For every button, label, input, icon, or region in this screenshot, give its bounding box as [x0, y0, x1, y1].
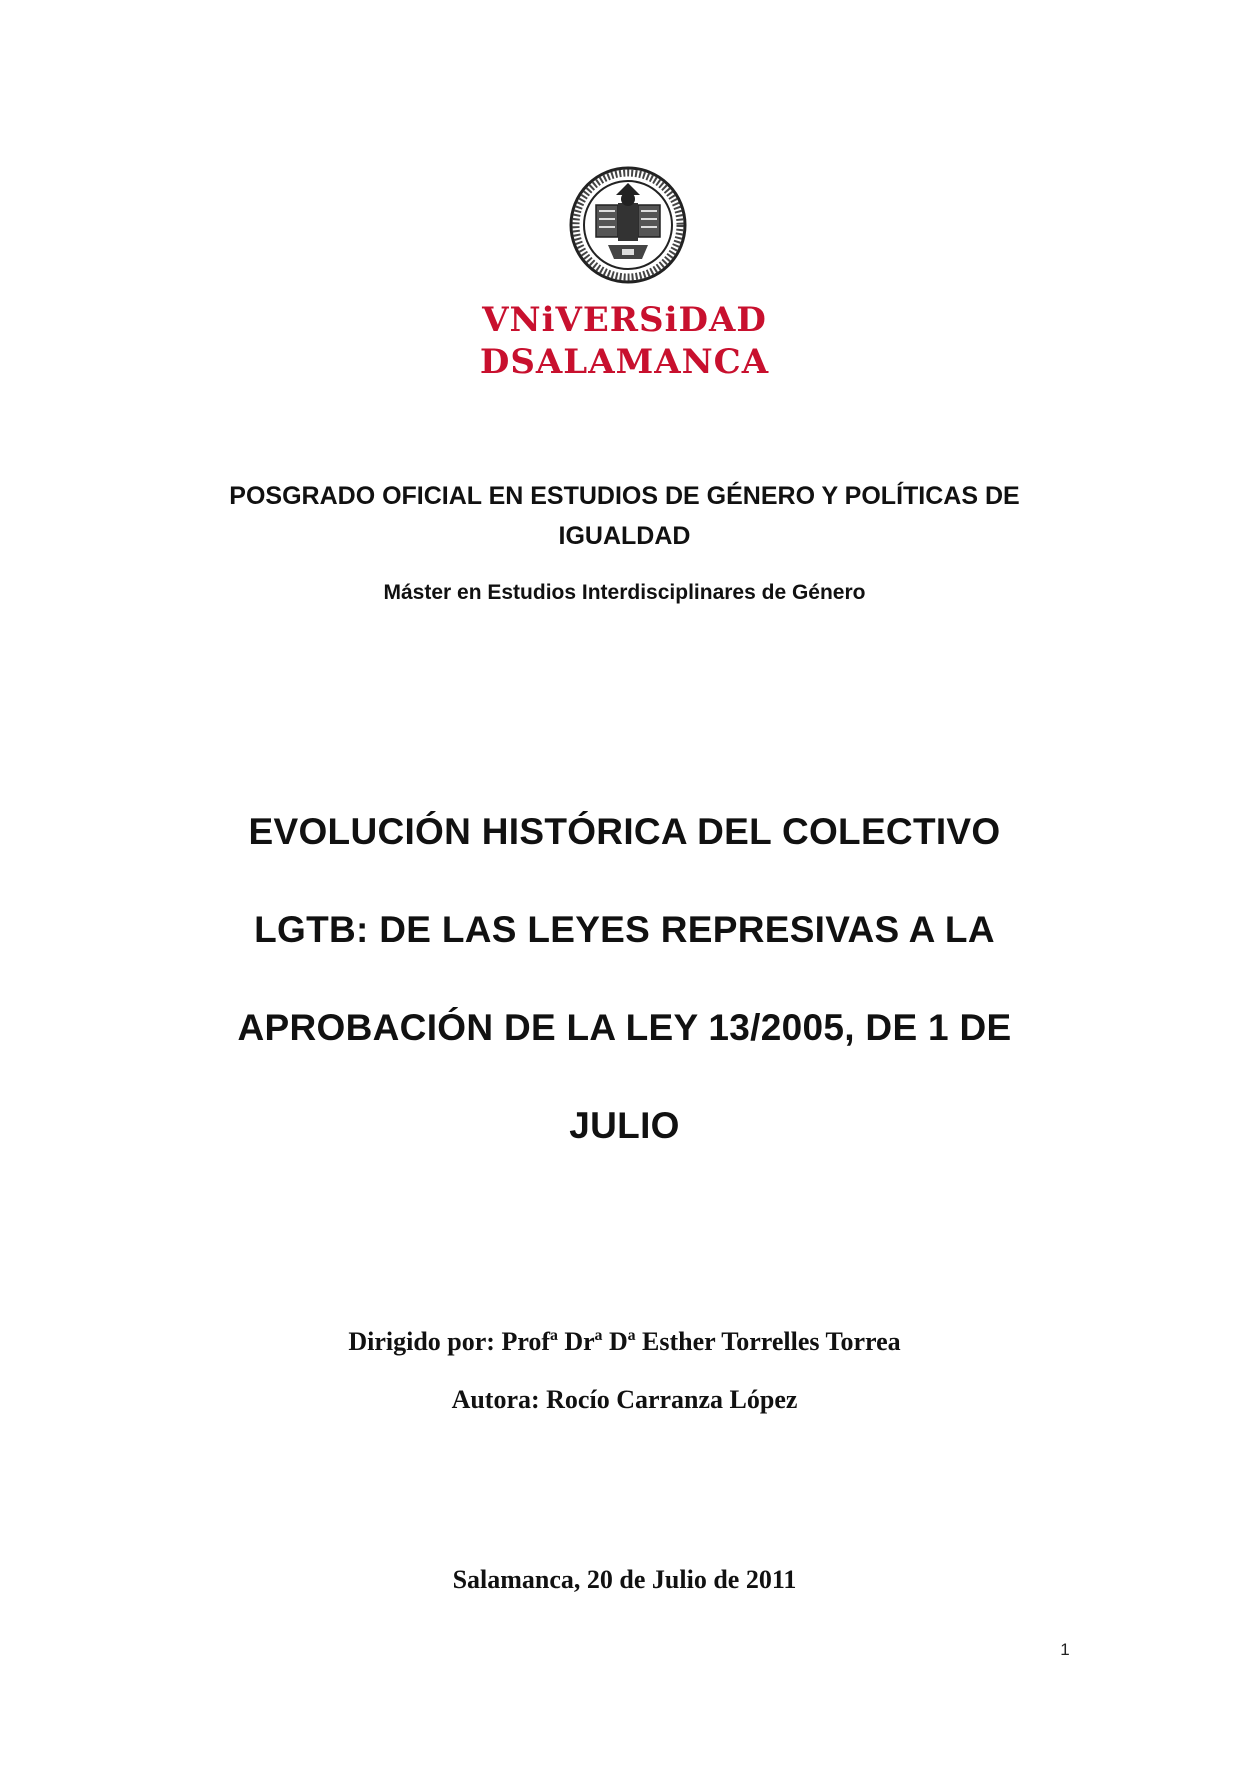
program-heading-line2: IGUALDAD — [558, 522, 691, 550]
program-heading — [0, 476, 1249, 556]
page-number: 1 — [1060, 1640, 1070, 1659]
thesis-title-line: APROBACIÓN DE LA LEY 13/2005, DE 1 DE — [237, 1007, 1012, 1048]
thesis-title-line: LGTB: DE LAS LEYES REPRESIVAS A LA — [254, 909, 995, 950]
thesis-title-line: JULIO — [569, 1105, 680, 1146]
place-date: Salamanca, 20 de Julio de 2011 — [452, 1565, 797, 1594]
thesis-title-line: EVOLUCIÓN HISTÓRICA DEL COLECTIVO — [248, 811, 1001, 852]
director-credit: Dirigido por: Profª Drª Dª Esther Torrelles Torrea — [348, 1327, 901, 1356]
program-heading-line1: POSGRADO OFICIAL EN ESTUDIOS DE GÉNERO Y POLÍTICAS DE — [229, 482, 1020, 510]
university-logo-line1: VNiVERSiDAD — [482, 300, 767, 340]
master-subtitle: Máster en Estudios Interdisciplinares de Género — [383, 581, 866, 604]
author-credit: Autora: Rocío Carranza López — [451, 1385, 798, 1414]
university-seal-icon — [568, 165, 688, 285]
thesis-title — [0, 783, 1249, 1175]
university-logo-line2: DSALAMANCA — [479, 342, 770, 382]
